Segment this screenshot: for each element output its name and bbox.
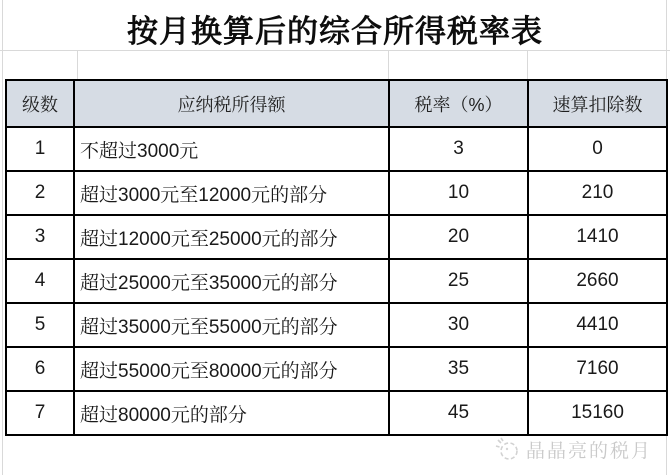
- table-row: [6, 259, 667, 303]
- watermark: [495, 436, 652, 463]
- col-header-level: 级数: [6, 80, 74, 127]
- income-cell: 超过55000元至80000元的部分: [74, 347, 389, 391]
- income-cell: 超过3000元至12000元的部分: [74, 171, 389, 215]
- gridline: [2, 0, 3, 475]
- income-cell: 超过12000元至25000元的部分: [74, 215, 389, 259]
- deduction-cell: 4410: [528, 303, 667, 347]
- watermark-text: 晶晶亮的税月: [525, 441, 652, 462]
- income-cell: 超过35000元至55000元的部分: [74, 303, 389, 347]
- table-row: [6, 303, 667, 347]
- deduction-cell: 2660: [528, 259, 667, 303]
- table-header-row: [6, 80, 667, 127]
- rate-cell: 25: [389, 259, 528, 303]
- deduction-cell: 1410: [528, 215, 667, 259]
- rate-cell: 30: [389, 303, 528, 347]
- level-cell: 4: [6, 259, 74, 303]
- table-row: [6, 347, 667, 391]
- level-cell: 6: [6, 347, 74, 391]
- page-title: 按月换算后的综合所得税率表: [127, 14, 543, 49]
- income-cell: 超过25000元至35000元的部分: [74, 259, 389, 303]
- table-row: [6, 391, 667, 435]
- level-cell: 5: [6, 303, 74, 347]
- gridline: [388, 51, 389, 79]
- level-cell: 1: [6, 127, 74, 171]
- level-cell: 3: [6, 215, 74, 259]
- table-row: [6, 171, 667, 215]
- rate-cell: 3: [389, 127, 528, 171]
- table-row: [6, 215, 667, 259]
- income-cell: 超过80000元的部分: [74, 391, 389, 435]
- col-header-income: 应纳税所得额: [74, 80, 389, 127]
- deduction-cell: 210: [528, 171, 667, 215]
- col-header-rate: 税率（%）: [389, 80, 528, 127]
- level-cell: 7: [6, 391, 74, 435]
- col-header-deduction: 速算扣除数: [528, 80, 667, 127]
- rate-cell: 20: [389, 215, 528, 259]
- rate-cell: 10: [389, 171, 528, 215]
- rate-cell: 35: [389, 347, 528, 391]
- level-cell: 2: [6, 171, 74, 215]
- deduction-cell: 15160: [528, 391, 667, 435]
- gridline: [527, 51, 528, 79]
- deduction-cell: 7160: [528, 347, 667, 391]
- rate-cell: 45: [389, 391, 528, 435]
- deduction-cell: 0: [528, 127, 667, 171]
- table-row: [6, 127, 667, 171]
- shining-moon-icon: [495, 437, 519, 463]
- gridline: [77, 51, 78, 79]
- tax-rate-table: [5, 79, 668, 436]
- income-cell: 不超过3000元: [74, 127, 389, 171]
